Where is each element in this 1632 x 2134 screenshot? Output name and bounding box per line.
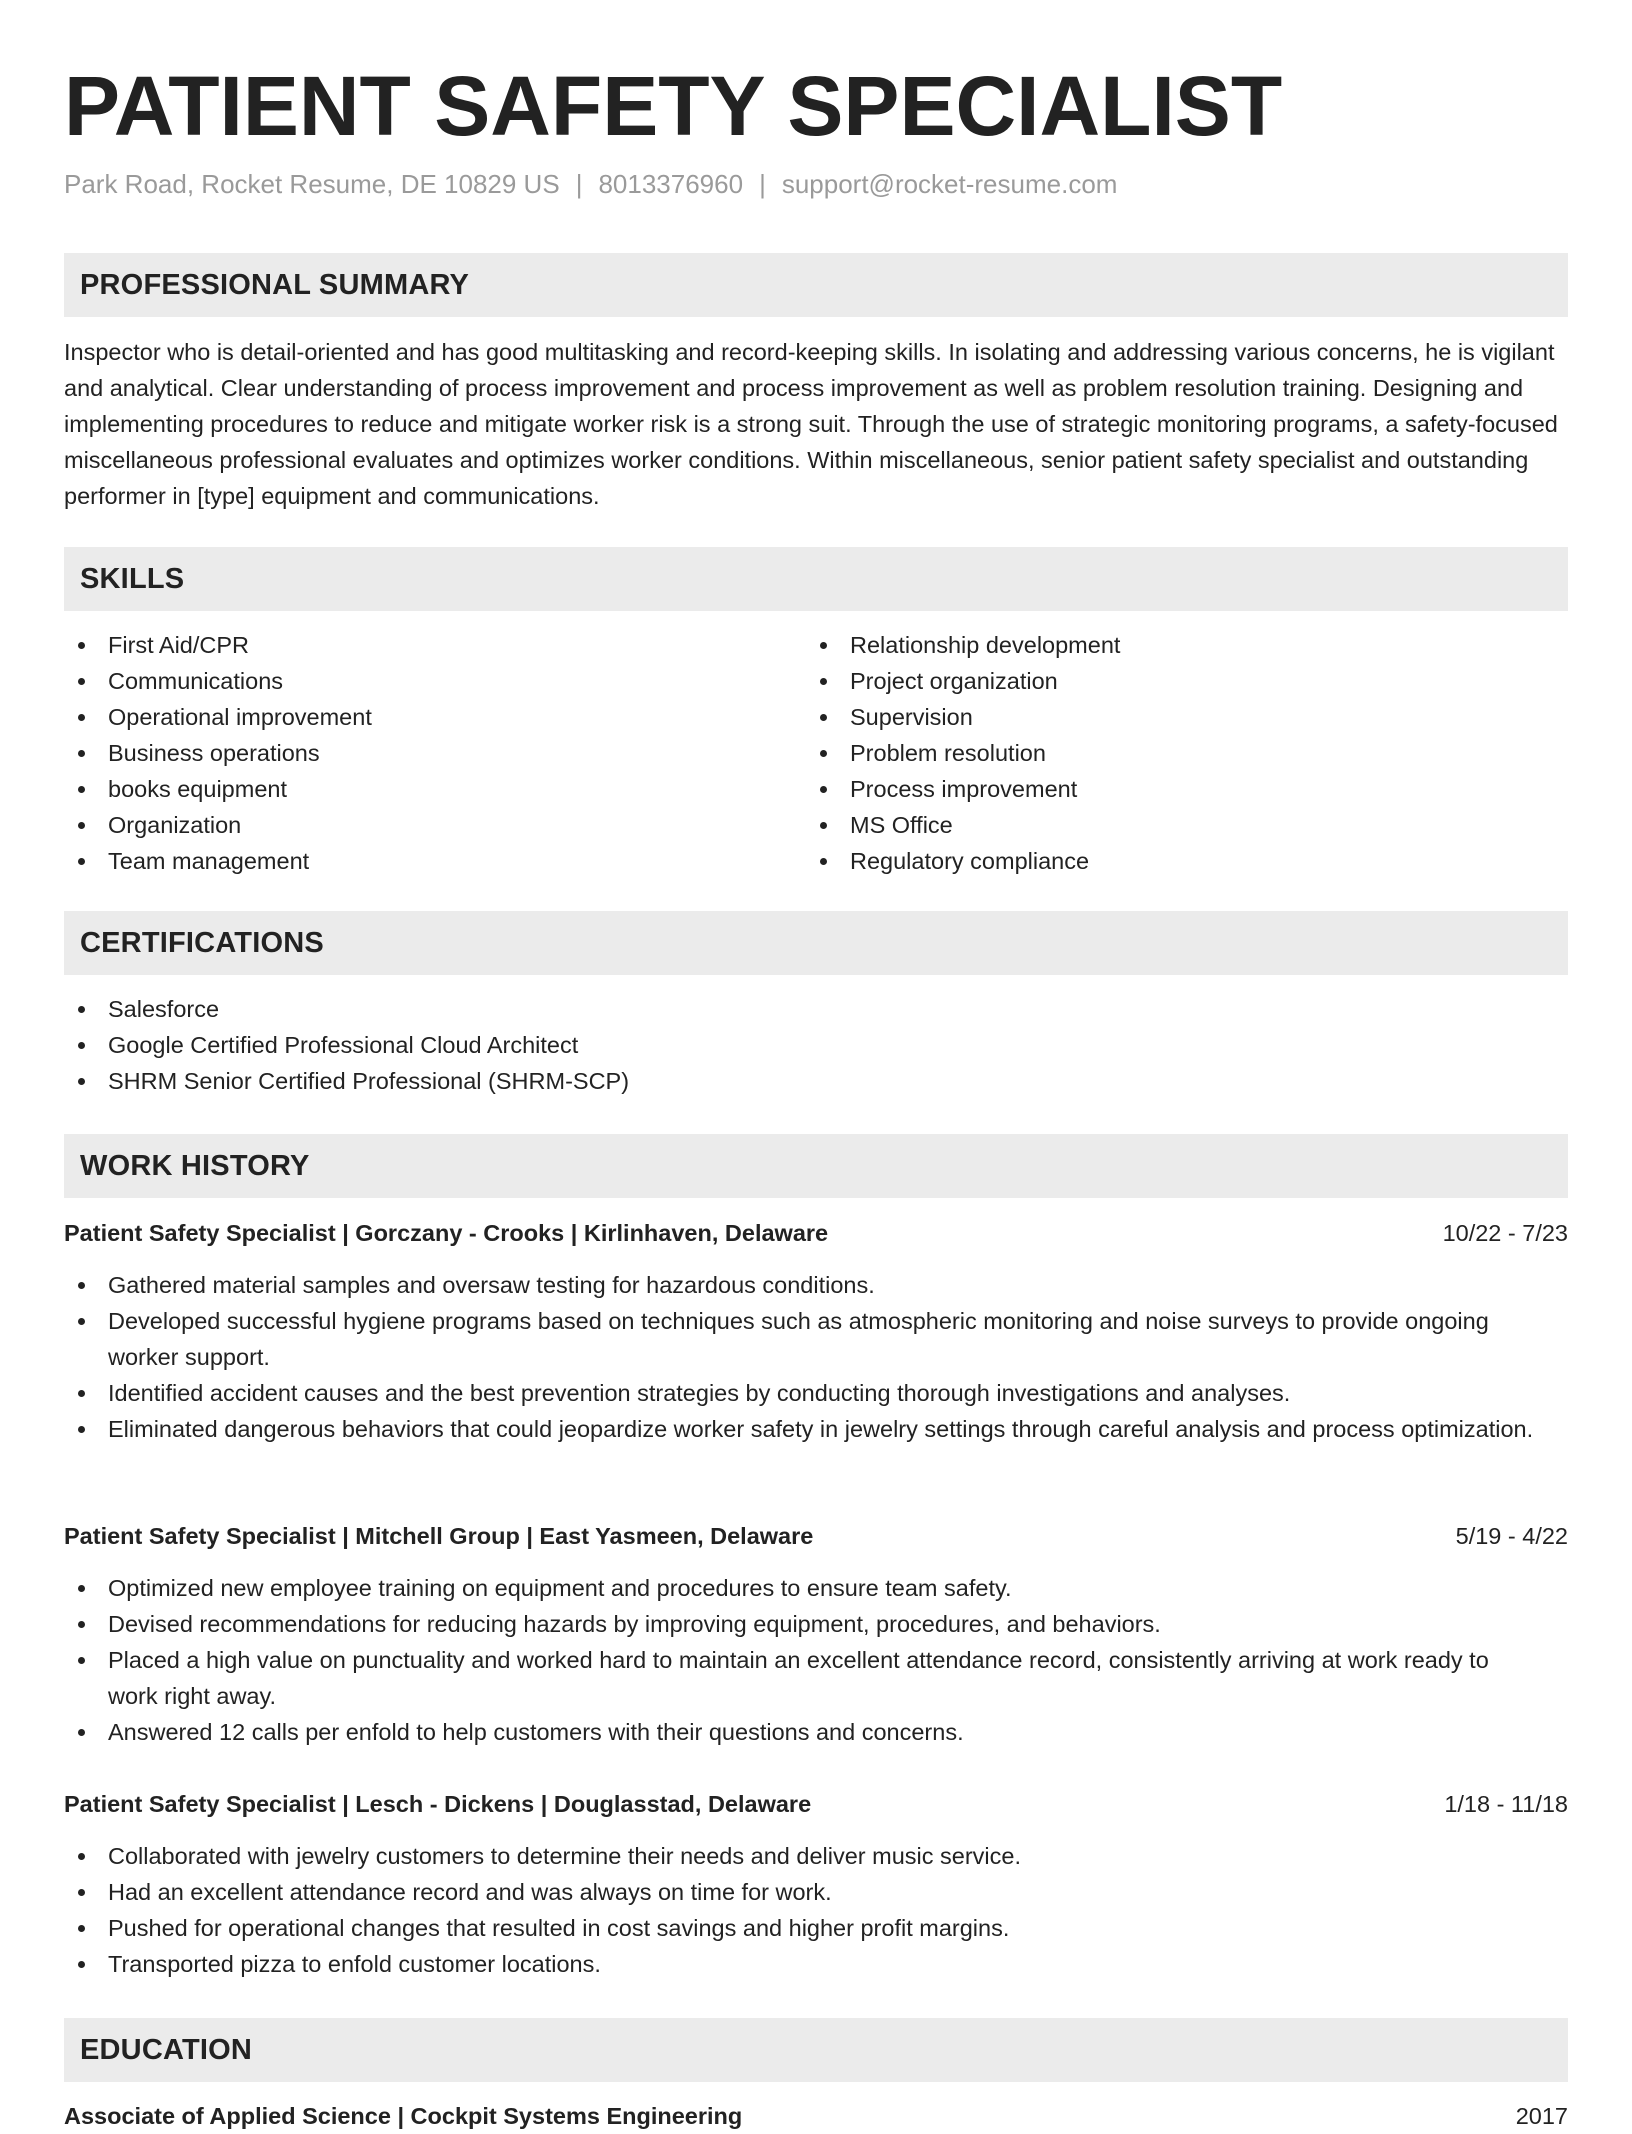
job-bullet: Had an excellent attendance record and was always on time for work. bbox=[64, 1874, 1568, 1910]
job-title: Patient Safety Specialist | Lesch - Dickens | Douglasstad, Delaware bbox=[64, 1791, 812, 1817]
skills-heading: SKILLS bbox=[80, 563, 185, 595]
skill-item: Relationship development bbox=[806, 627, 1506, 663]
certifications-section-header bbox=[64, 911, 1568, 975]
job-dates: 1/18 - 11/18 bbox=[1444, 1791, 1568, 1817]
summary-heading: PROFESSIONAL SUMMARY bbox=[80, 269, 470, 301]
job-bullet-list bbox=[64, 1838, 1568, 1982]
job-bullet-list bbox=[64, 1570, 1568, 1750]
job-bullet: Pushed for operational changes that resulted in cost savings and higher profit margins. bbox=[64, 1910, 1568, 1946]
skill-item: First Aid/CPR bbox=[64, 627, 764, 663]
education-heading: EDUCATION bbox=[80, 2034, 253, 2066]
skill-item: Project organization bbox=[806, 663, 1506, 699]
job-bullet-list bbox=[64, 1267, 1568, 1447]
job-dates: 10/22 - 7/23 bbox=[1442, 1220, 1568, 1246]
skill-item: Supervision bbox=[806, 699, 1506, 735]
job-bullet: Eliminated dangerous behaviors that could jeopardize worker safety in jewelry settings through careful analysis and process optimization. bbox=[64, 1411, 1568, 1447]
education-entry-title: Associate of Applied Science | Cockpit Systems Engineering bbox=[64, 2103, 743, 2129]
job-bullet: Answered 12 calls per enfold to help customers with their questions and concerns. bbox=[64, 1714, 1568, 1750]
skill-item: MS Office bbox=[806, 807, 1506, 843]
skill-item: books equipment bbox=[64, 771, 764, 807]
work-history-heading: WORK HISTORY bbox=[80, 1150, 310, 1182]
contact-phone: 8013376960 bbox=[598, 169, 744, 199]
job-bullet: Gathered material samples and oversaw testing for hazardous conditions. bbox=[64, 1267, 1568, 1303]
job-title: Patient Safety Specialist | Mitchell Group | East Yasmeen, Delaware bbox=[64, 1523, 814, 1549]
skills-section-header bbox=[64, 547, 1568, 611]
job-bullet: Identified accident causes and the best prevention strategies by conducting thorough investigations and analyses. bbox=[64, 1375, 1568, 1411]
job-bullet: Developed successful hygiene programs based on techniques such as atmospheric monitoring and noise surveys to provide ongoing worker support. bbox=[64, 1303, 1568, 1375]
skills-list-right bbox=[806, 627, 1506, 879]
skill-item: Communications bbox=[64, 663, 764, 699]
contact-email: support@rocket-resume.com bbox=[781, 169, 1118, 199]
summary-text: Inspector who is detail-oriented and has good multitasking and record-keeping skills. In isolating and addressing various concerns, he is vigilant and analytical. Clear understanding of process improvement and process improvement as well as problem resolution training. Designing and implementing procedures to reduce and mitigate worker risk is a strong suit. Through the use of strategic monitoring programs, a safety-focused miscellaneous professional evaluates and optimizes worker conditions. Within miscellaneous, senior patient safety specialist and outstanding performer in [type] equipment and communications. bbox=[64, 339, 1558, 509]
job-dates: 5/19 - 4/22 bbox=[1455, 1523, 1568, 1549]
contact-separator: | bbox=[575, 169, 583, 199]
summary-section-header bbox=[64, 253, 1568, 317]
certification-item: Salesforce bbox=[64, 991, 1464, 1027]
job-bullet: Optimized new employee training on equipment and procedures to ensure team safety. bbox=[64, 1570, 1568, 1606]
candidate-name: PATIENT SAFETY SPECIALIST bbox=[64, 59, 1283, 153]
skill-item: Problem resolution bbox=[806, 735, 1506, 771]
skills-list-left bbox=[64, 627, 764, 879]
skill-item: Process improvement bbox=[806, 771, 1506, 807]
job-bullet: Devised recommendations for reducing hazards by improving equipment, procedures, and behaviors. bbox=[64, 1606, 1568, 1642]
job-bullet: Transported pizza to enfold customer locations. bbox=[64, 1946, 1568, 1982]
work-history-section-header bbox=[64, 1134, 1568, 1198]
education-section-header bbox=[64, 2018, 1568, 2082]
skill-item: Business operations bbox=[64, 735, 764, 771]
skill-item: Team management bbox=[64, 843, 764, 879]
certifications-heading: CERTIFICATIONS bbox=[80, 927, 324, 959]
job-bullet: Placed a high value on punctuality and worked hard to maintain an excellent attendance record, consistently arriving at work ready to work right away. bbox=[64, 1642, 1568, 1714]
job-title: Patient Safety Specialist | Gorczany - Crooks | Kirlinhaven, Delaware bbox=[64, 1220, 829, 1246]
job-bullet: Collaborated with jewelry customers to determine their needs and deliver music service. bbox=[64, 1838, 1568, 1874]
education-entry-date: 2017 bbox=[1515, 2103, 1568, 2129]
certifications-list bbox=[64, 991, 1464, 1099]
certification-item: Google Certified Professional Cloud Architect bbox=[64, 1027, 1464, 1063]
skill-item: Operational improvement bbox=[64, 699, 764, 735]
contact-address: Park Road, Rocket Resume, DE 10829 US bbox=[64, 169, 560, 199]
skill-item: Regulatory compliance bbox=[806, 843, 1506, 879]
contact-separator: | bbox=[759, 169, 766, 199]
contact-line bbox=[64, 166, 1117, 202]
certification-item: SHRM Senior Certified Professional (SHRM-SCP) bbox=[64, 1063, 1464, 1099]
skill-item: Organization bbox=[64, 807, 764, 843]
